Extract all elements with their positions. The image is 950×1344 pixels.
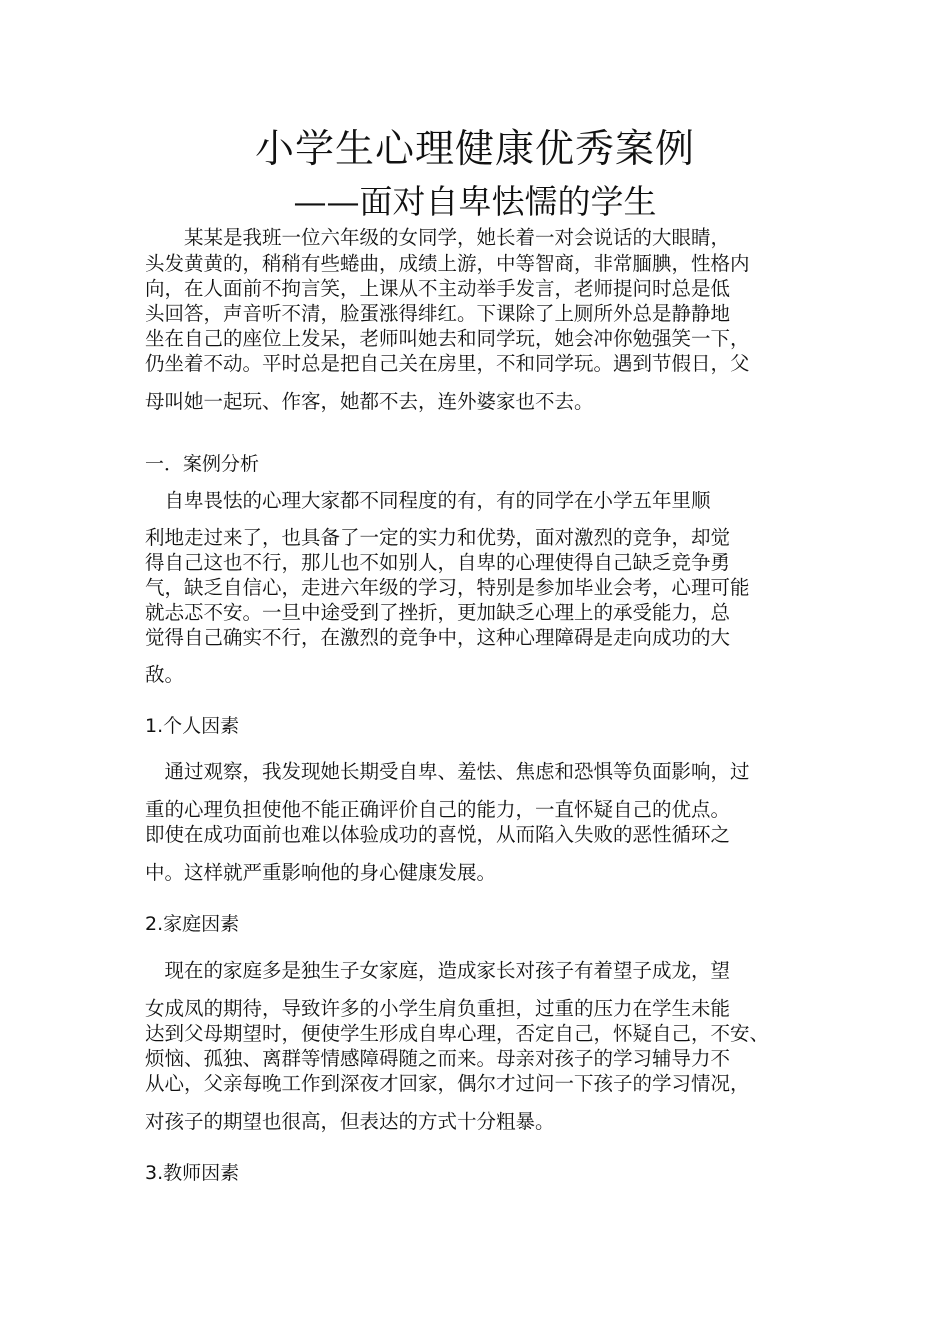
- subsection-heading-family: 2.家庭因素: [145, 913, 240, 935]
- analysis-line: 觉得自己确实不行，在激烈的竞争中，这种心理障碍是走向成功的大: [145, 626, 731, 649]
- analysis-line: 敌。: [145, 663, 185, 686]
- family-line: 现在的家庭多是独生子女家庭，造成家长对孩子有着望子成龙，望: [145, 959, 731, 982]
- analysis-line: 得自己这也不行，那儿也不如别人，自卑的心理使得自己缺乏竞争勇: [145, 551, 731, 574]
- analysis-line: 利地走过来了，也具备了一定的实力和优势，面对激烈的竞争，却觉: [145, 526, 731, 549]
- analysis-line: 就忐忑不安。一旦中途受到了挫折，更加缺乏心理上的承受能力，总: [145, 601, 731, 624]
- analysis-line: 气，缺乏自信心，走进六年级的学习，特别是参加毕业会考，心理可能: [145, 576, 750, 599]
- subsection-heading-teacher: 3.教师因素: [145, 1162, 240, 1184]
- family-line: 烦恼、孤独、离群等情感障碍随之而来。母亲对孩子的学习辅导力不: [145, 1047, 731, 1070]
- intro-line: 头回答，声音听不清，脸蛋涨得绯红。下课除了上厕所外总是静静地: [145, 302, 731, 325]
- section-heading-analysis: 一．案例分析: [145, 453, 260, 475]
- personal-line: 中。这样就严重影响他的身心健康发展。: [145, 861, 497, 884]
- family-line: 达到父母期望时，便使学生形成自卑心理，否定自己，怀疑自己，不安、: [145, 1022, 770, 1045]
- analysis-line: 自卑畏怯的心理大家都不同程度的有，有的同学在小学五年里顺: [145, 489, 711, 512]
- intro-line: 坐在自己的座位上发呆，老师叫她去和同学玩，她会冲你勉强笑一下，: [145, 327, 750, 350]
- intro-line: 向，在人面前不拘言笑，上课从不主动举手发言，老师提问时总是低: [145, 277, 731, 300]
- intro-line: 头发黄黄的，稍稍有些蜷曲，成绩上游，中等智商，非常腼腆，性格内: [145, 252, 750, 275]
- document-title: 小学生心理健康优秀案例: [254, 127, 695, 172]
- personal-line: 重的心理负担使他不能正确评价自己的能力，一直怀疑自己的优点。: [145, 798, 731, 821]
- personal-line: 通过观察，我发现她长期受自卑、羞怯、焦虑和恐惧等负面影响，过: [145, 760, 750, 783]
- subsection-heading-personal: 1.个人因素: [145, 715, 240, 737]
- family-line: 从心，父亲每晚工作到深夜才回家，偶尔才过问一下孩子的学习情况，: [145, 1072, 750, 1095]
- family-line: 女成凤的期待，导致许多的小学生肩负重担，过重的压力在学生未能: [145, 997, 731, 1020]
- personal-line: 即使在成功面前也难以体验成功的喜悦，从而陷入失败的恶性循环之: [145, 823, 731, 846]
- intro-line: 某某是我班一位六年级的女同学，她长着一对会说话的大眼睛，: [145, 226, 731, 249]
- document-subtitle: ——面对自卑怯懦的学生: [293, 182, 657, 221]
- intro-line: 仍坐着不动。平时总是把自己关在房里，不和同学玩。遇到节假日，父: [145, 352, 750, 375]
- family-line: 对孩子的期望也很高，但表达的方式十分粗暴。: [145, 1110, 555, 1133]
- intro-line: 母叫她一起玩、作客，她都不去，连外婆家也不去。: [145, 390, 594, 413]
